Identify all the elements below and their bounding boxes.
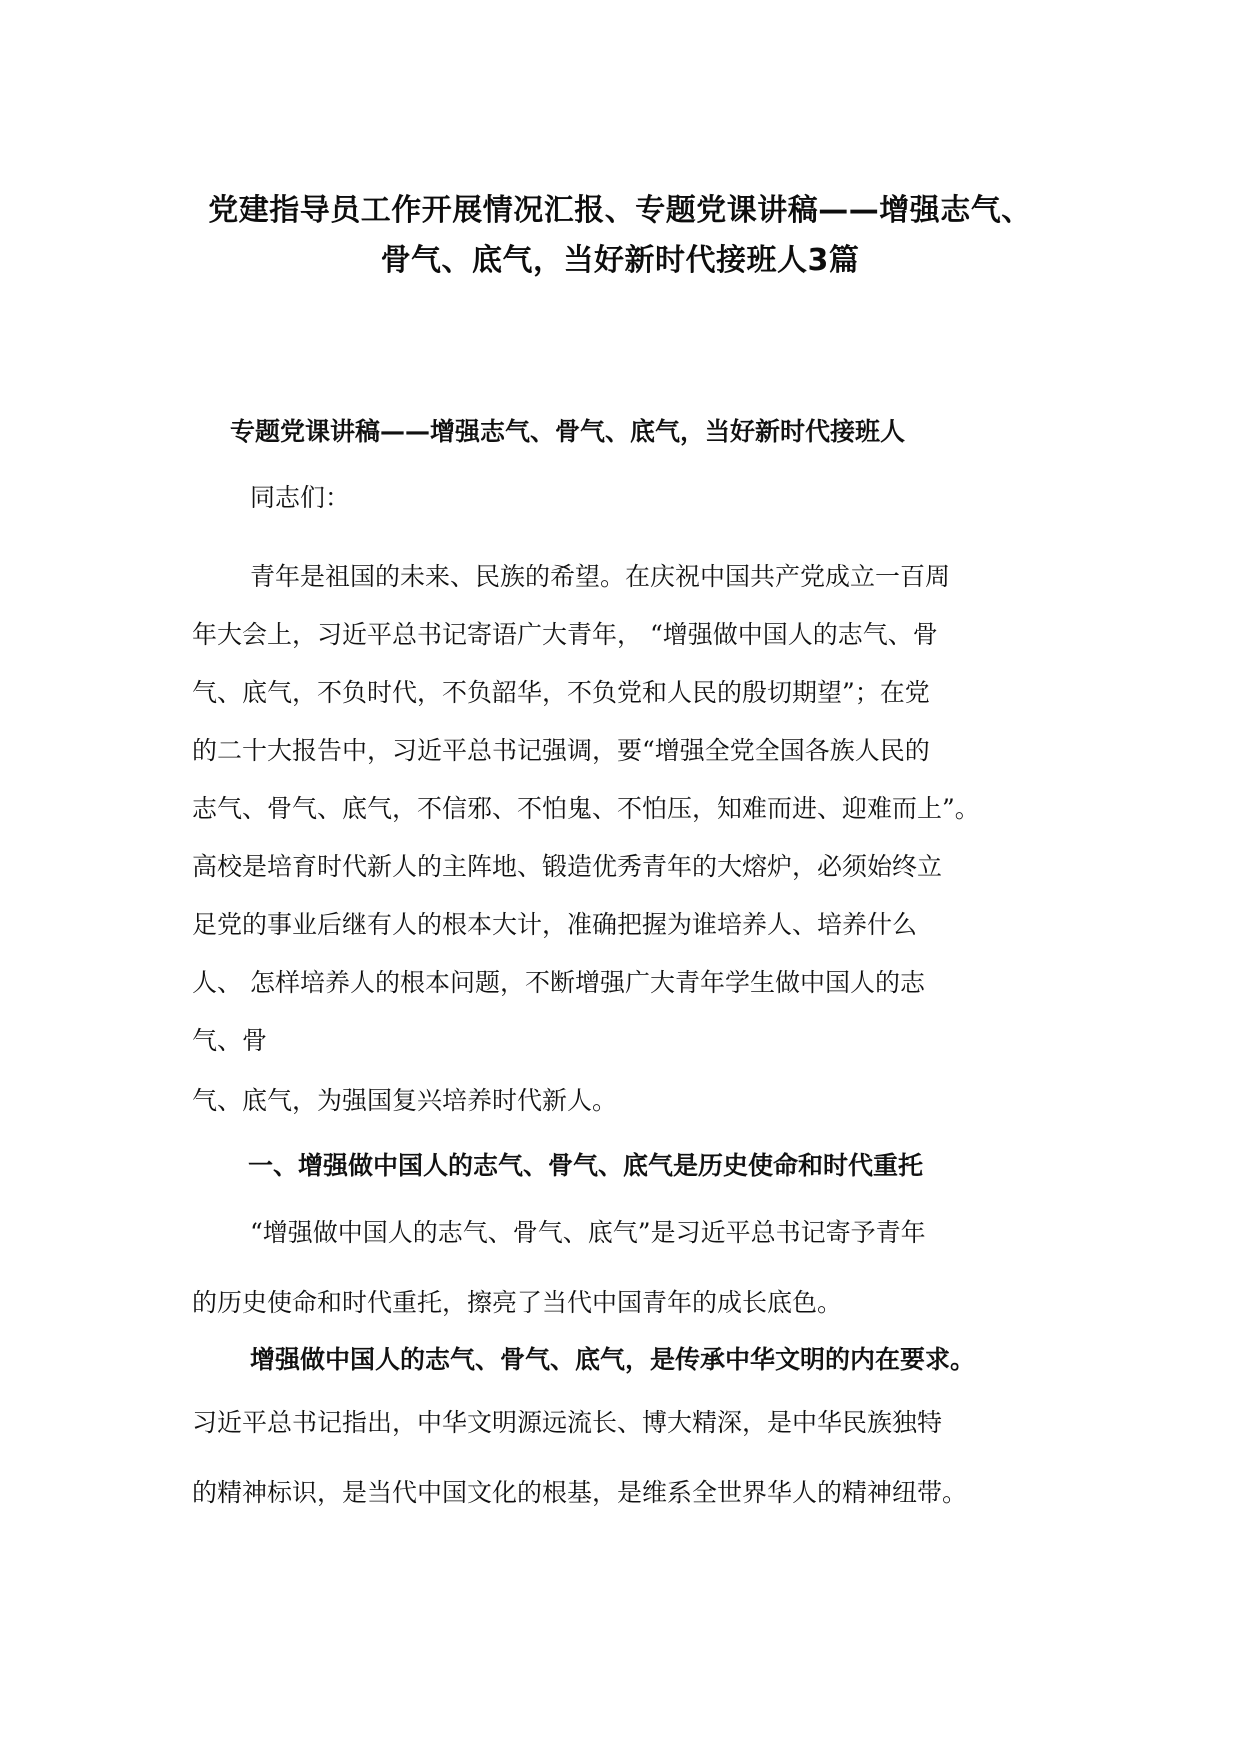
paragraph-1-line: 志气、骨气、底气，不信邪、不怕鬼、不怕压，知难而进、迎难而上”。 xyxy=(192,794,980,823)
paragraph-3-line: 的精神标识，是当代中国文化的根基，是维系全世界华人的精神纽带。 xyxy=(192,1478,968,1507)
paragraph-2 xyxy=(192,1198,1052,1338)
greeting: 同志们： xyxy=(250,483,351,512)
document-title xyxy=(170,186,1070,286)
paragraph-3 xyxy=(192,1388,1052,1528)
document-title-line-2: 骨气、底气，当好新时代接班人3篇 xyxy=(380,243,860,278)
paragraph-1-line: 气、骨 xyxy=(192,1026,268,1055)
paragraph-1-line: 年大会上，习近平总书记寄语广大青年， “增强做中国人的志气、骨 xyxy=(192,620,938,649)
paragraph-3-line: 习近平总书记指出，中华文明源远流长、博大精深，是中华民族独特 xyxy=(192,1408,943,1437)
paragraph-2-line: 的历史使命和时代重托，擦亮了当代中国青年的成长底色。 xyxy=(192,1288,843,1317)
paragraph-1-line: 的二十大报告中，习近平总书记强调，要“增强全党全国各族人民的 xyxy=(192,736,930,765)
paragraph-1-line: 高校是培育时代新人的主阵地、锻造优秀青年的大熔炉，必须始终立 xyxy=(192,852,943,881)
document-title-line-1: 党建指导员工作开展情况汇报、专题党课讲稿——增强志气、 xyxy=(208,193,1032,228)
paragraph-1-line: 气、底气，不负时代，不负韶华，不负党和人民的殷切期望”；在党 xyxy=(192,678,930,707)
paragraph-2-line: “增强做中国人的志气、骨气、底气”是习近平总书记寄予青年 xyxy=(250,1218,926,1247)
section-title: 专题党课讲稿——增强志气、骨气、底气，当好新时代接班人 xyxy=(230,417,906,446)
bold-lead-sentence: 增强做中国人的志气、骨气、底气，是传承中华文明的内在要求。 xyxy=(250,1345,976,1374)
paragraph-1-line: 气、底气，为强国复兴培养时代新人。 xyxy=(192,1086,618,1115)
paragraph-1 xyxy=(192,548,1052,1130)
paragraph-1-line: 足党的事业后继有人的根本大计，准确把握为谁培养人、培养什么 xyxy=(192,910,918,939)
paragraph-1-line: 人、 怎样培养人的根本问题，不断增强广大青年学生做中国人的志 xyxy=(192,968,925,997)
paragraph-1-line: 青年是祖国的未来、民族的希望。在庆祝中国共产党成立一百周 xyxy=(250,562,951,591)
heading-1: 一、增强做中国人的志气、骨气、底气是历史使命和时代重托 xyxy=(248,1151,924,1180)
